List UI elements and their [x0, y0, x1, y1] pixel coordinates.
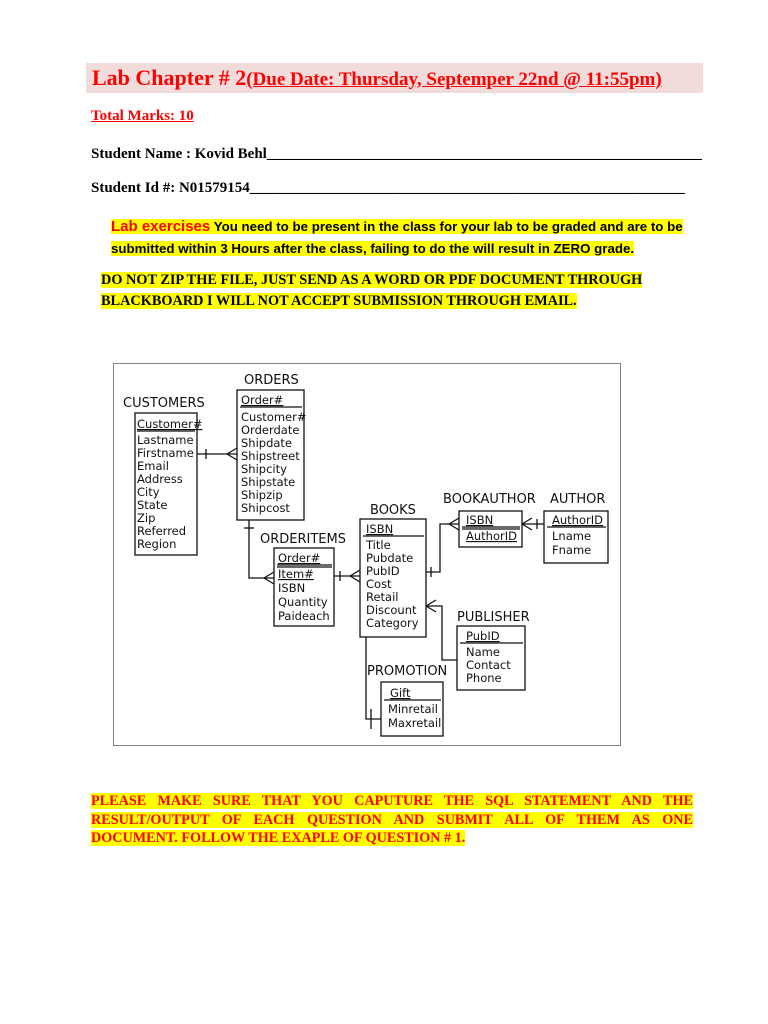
capture-sql-notice — [91, 792, 693, 848]
no-zip-text: DO NOT ZIP THE FILE, JUST SEND AS A WORD OR PDF DOCUMENT THROUGH BLACKBOARD I WILL NOT ACCEPT SUBMISSION THROUGH EMAIL. — [101, 272, 643, 309]
promotion-title: PROMOTION — [367, 664, 448, 679]
books-field: Category — [366, 616, 419, 630]
title-due-date: (Due Date: Thursday, Septemper 22nd @ 11:55pm) — [246, 69, 662, 90]
promotion-key: Gift — [390, 686, 411, 700]
rel-orders-orderitems — [249, 520, 274, 578]
customers-field: State — [137, 498, 168, 512]
orders-field: Shipstreet — [241, 449, 300, 463]
student-id-line — [91, 180, 685, 197]
promotion-field: Maxretail — [388, 716, 442, 730]
publisher-field: Contact — [466, 658, 511, 672]
student-name-label: Student Name : — [91, 146, 195, 162]
bookauthor-title: BOOKAUTHOR — [443, 492, 536, 507]
orderitems-field: ISBN — [278, 581, 306, 595]
orderitems-key: Order# — [278, 551, 321, 565]
lab-exercises-label: Lab exercises — [111, 218, 211, 235]
customers-field: Referred — [137, 524, 187, 538]
student-name-line — [91, 146, 702, 163]
books-field: Cost — [366, 577, 392, 591]
books-field: Title — [366, 538, 391, 552]
orders-field: Shipstate — [241, 475, 296, 489]
orderitems-key2: Item# — [278, 567, 314, 581]
customers-key: Customer# — [137, 417, 203, 431]
orders-key: Order# — [241, 393, 284, 407]
bookauthor-key: ISBN — [466, 513, 494, 527]
rel-books-publisher — [426, 606, 457, 660]
author-key: AuthorID — [552, 513, 603, 527]
author-title: AUTHOR — [550, 492, 606, 507]
orders-field: Shipcity — [241, 462, 287, 476]
author-field: Fname — [552, 543, 592, 557]
publisher-title: PUBLISHER — [457, 610, 530, 625]
publisher-key: PubID — [466, 629, 500, 643]
customers-field: City — [137, 485, 160, 499]
orderitems-field: Quantity — [278, 595, 328, 609]
orders-field: Shipzip — [241, 488, 283, 502]
books-field: Pubdate — [366, 551, 414, 565]
promotion-field: Minretail — [388, 702, 438, 716]
books-field: PubID — [366, 564, 400, 578]
bookauthor-key2: AuthorID — [466, 529, 517, 543]
title-main: Lab Chapter # 2 — [92, 65, 247, 90]
student-id-label: Student Id #: — [91, 180, 179, 196]
rel-books-bookauthor — [426, 524, 459, 572]
orderitems-field: Paideach — [278, 609, 330, 623]
customers-field: Firstname — [137, 446, 194, 460]
no-zip-notice — [101, 270, 701, 312]
customers-field: Zip — [137, 511, 156, 525]
total-marks: Total Marks: 10 — [91, 108, 194, 124]
customers-field: Lastname — [137, 433, 194, 447]
student-id-underline: __________________________________________________________ — [249, 180, 685, 196]
er-diagram — [113, 363, 621, 746]
lab-exercises-text: You need to be present in the class for your lab to be graded and are to be submitted within 3 Hours after the class, failing to do the will result in ZERO grade. — [111, 219, 683, 256]
orders-title: ORDERS — [244, 373, 299, 388]
lab-exercises-paragraph — [111, 216, 691, 260]
orders-field: Customer# — [241, 410, 307, 424]
publisher-field: Phone — [466, 671, 502, 685]
customers-field: Region — [137, 537, 177, 551]
orders-field: Shipcost — [241, 501, 290, 515]
student-name-underline: __________________________________________________________ — [266, 146, 702, 162]
books-title: BOOKS — [370, 503, 416, 518]
books-field: Retail — [366, 590, 399, 604]
author-field: Lname — [552, 529, 592, 543]
publisher-field: Name — [466, 645, 500, 659]
customers-field: Email — [137, 459, 169, 473]
capture-sql-text: PLEASE MAKE SURE THAT YOU CAPUTURE THE SQL STATEMENT AND THE RESULT/OUTPUT OF EACH QUESTION AND SUBMIT ALL OF THEM AS ONE DOCUMENT. FOLLOW THE EXAPLE OF QUESTION # 1. — [91, 793, 693, 846]
customers-field: Address — [137, 472, 183, 486]
student-name-value: Kovid Behl — [194, 146, 267, 162]
orders-field: Orderdate — [241, 423, 300, 437]
books-key: ISBN — [366, 522, 394, 536]
orderitems-title: ORDERITEMS — [260, 532, 346, 547]
books-field: Discount — [366, 603, 417, 617]
customers-title: CUSTOMERS — [123, 396, 205, 411]
student-id-value: N01579154 — [178, 180, 250, 196]
er-diagram-svg — [114, 364, 620, 745]
page-title — [86, 63, 703, 93]
orders-field: Shipdate — [241, 436, 293, 450]
